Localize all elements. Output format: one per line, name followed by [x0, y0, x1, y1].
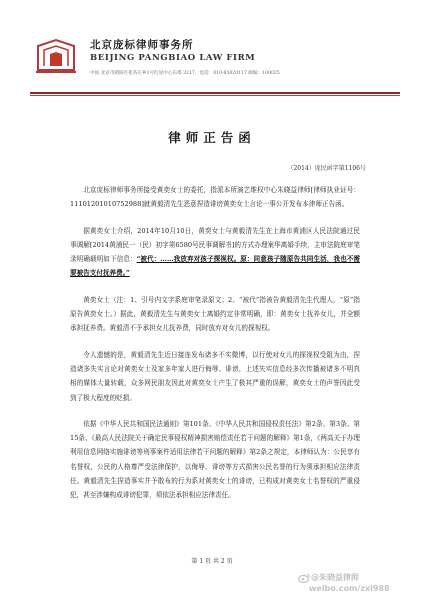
paragraph-intro: 北京庞标律师事务所接受黄奕女士的委托，指派本所演艺维权中心朱晓益律师[律师执业证号：11101201010752988]就黄毅清先生恶意捏造诽谤黄奕女士言论一事公开发布本律师正告函。	[70, 186, 360, 209]
firm-name-en: BEIJING PANGBIAO LAW FIRM	[90, 53, 256, 63]
watermark-url: weibo.com/zxl988	[309, 584, 390, 593]
paragraph-legal-basis: 依据《中华人民共和国民法通则》第101条、《中华人民共和国侵权责任法》第2条、第3条、第15条、《最高人民法院关于确定民事侵权精神损害赔偿责任若干问题的解释》第1条，《两高关于办理利用信息网络实施诽谤等刑事案件适用法律若干问题的解释》第2条之规定，本律师认为：公民享有名誉权，公民的人格尊严受法律保护，以侮辱、诽谤等方式损害公民名誉的行为须承担相应法律责任。黄毅清先生捏造事实并予散布的行为系对黄奕女士的诽谤，已构成对黄奕女士名誉权的严重侵犯，甚至涉嫌构成诽谤犯罪，须依法承担相应法律责任。	[70, 419, 360, 500]
letterhead	[34, 34, 414, 92]
letterhead-rule	[30, 92, 400, 94]
firm-logo	[34, 36, 78, 76]
firm-address: 中国 北京市朝阳区崔各庄乡1号红星中心东塔 3217，电话：010-85820117 邮编：100025	[90, 71, 280, 76]
firm-name-cn: 北京庞标律师事务所	[90, 39, 194, 51]
weibo-icon	[298, 573, 310, 583]
document-number: （2014）庞民函字第1106号	[287, 165, 366, 172]
paragraph-explanation: 黄奕女士（注：1、引号内文字系庭审笔录原文；2、“被代”指被告黄毅清先生代理人，“原”指原告黄奕女士。）据此，黄毅清先生与黄奕女士离婚约定非常明确，即：黄奕女士抚养女儿，并全额承担抚养费。黄毅清不予承担女儿抚养费，同时放弃对女儿的探视权。	[70, 295, 360, 333]
page-indicator: 第 1 页 共 2 页	[191, 558, 233, 565]
paragraph-background	[70, 224, 360, 281]
watermark-handle: @朱晓益律师	[311, 573, 359, 582]
document-title: 律师正告函	[168, 130, 256, 145]
document-body	[70, 183, 360, 515]
letterhead-rule-thin	[30, 95, 400, 96]
weibo-watermark	[298, 570, 418, 596]
paragraph-background-text: 据黄奕女士介绍，2014年10月10日，黄奕女士与黄毅清先生在上海市黄浦区人民法院通过民事调解[2014黄浦民一（民）初字第6580号民事调解书]的方式办理案华离婚手续，主审法院庭审笔录明确载明如下信息：	[70, 226, 360, 264]
court-record-quote: “被代：……我放弃对孩子探视权。原：同意孩子随原告共同生活，我也不需要被告支付抚养费。”	[70, 255, 360, 278]
paragraph-facts: 令人遗憾的是，黄毅清先生近日接连发布诸多不实微博，以行使对女儿的探视权受阻为由，捏造诸多失实言论对黄奕女士及家多年家人进行侮辱、诽谤，上述失实信息经多次传播被诸多不明真相的媒体大量转载，众多网民朋友因此对黄奕女士产生了极其严重的误解，黄奕女士的声誉因此受到了极大程度的贬损。	[70, 350, 360, 402]
